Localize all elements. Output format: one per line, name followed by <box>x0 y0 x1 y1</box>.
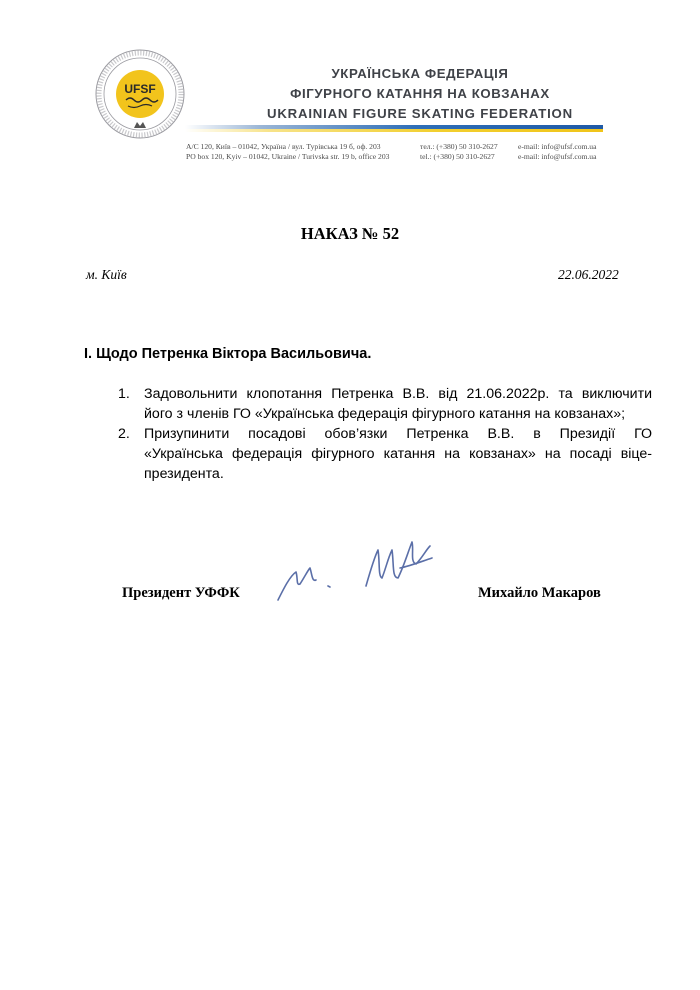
signatory-title: Президент УФФК <box>122 585 240 601</box>
order-items-list <box>118 384 652 484</box>
address-block <box>186 142 389 162</box>
item-text-line: Призупинити посадові обов’язки Петренка В.В. в Президії ГО <box>144 426 652 442</box>
item-text-line: президента. <box>144 466 224 482</box>
address-ua: А/С 120, Київ – 01042, Україна / вул. Турівська 19 б, оф. 203 <box>186 142 381 151</box>
organization-name-block <box>250 64 590 124</box>
org-name-ua-line2: ФІГУРНОГО КАТАННЯ НА КОВЗАНАХ <box>290 86 550 101</box>
order-date: 22.06.2022 <box>558 267 619 282</box>
item-text-line: Задовольнити клопотання Петренка В.В. від 21.06.2022р. та виключити <box>144 386 652 402</box>
list-item <box>118 424 652 484</box>
org-name-en: UKRAINIAN FIGURE SKATING FEDERATION <box>267 106 573 121</box>
item-number: 2. <box>118 426 130 442</box>
logo-text: UFSF <box>124 82 156 96</box>
email-en: e-mail: info@ufsf.com.ua <box>518 152 597 161</box>
item-text-line: «Українська федерація фігурного катання на ковзанах» на посаді віце- <box>144 446 652 462</box>
item-number: 1. <box>118 386 130 402</box>
order-title: НАКАЗ № 52 <box>300 224 400 243</box>
address-en: PO box 120, Kyiv – 01042, Ukraine / Turivska str. 19 b, office 203 <box>186 152 390 161</box>
signatory-name: Михайло Макаров <box>478 585 601 601</box>
org-name-ua-line1: УКРАЇНСЬКА ФЕДЕРАЦІЯ <box>331 66 509 81</box>
letterhead-color-bar <box>185 125 603 132</box>
phone-en: tel.: (+380) 50 310-2627 <box>420 152 495 161</box>
email-block <box>518 142 596 162</box>
email-ua: e-mail: info@ufsf.com.ua <box>518 142 597 151</box>
order-city: м. Київ <box>86 267 127 282</box>
phone-ua: тел.: (+380) 50 310-2627 <box>420 142 498 151</box>
list-item <box>118 384 652 424</box>
section-heading: І. Щодо Петренка Віктора Васильовича. <box>84 346 372 362</box>
handwritten-signature <box>270 528 450 608</box>
item-text-line: його з членів ГО «Українська федерація фігурного катання на ковзанах»; <box>144 406 626 422</box>
federation-logo <box>94 48 186 140</box>
phone-block <box>420 142 498 162</box>
